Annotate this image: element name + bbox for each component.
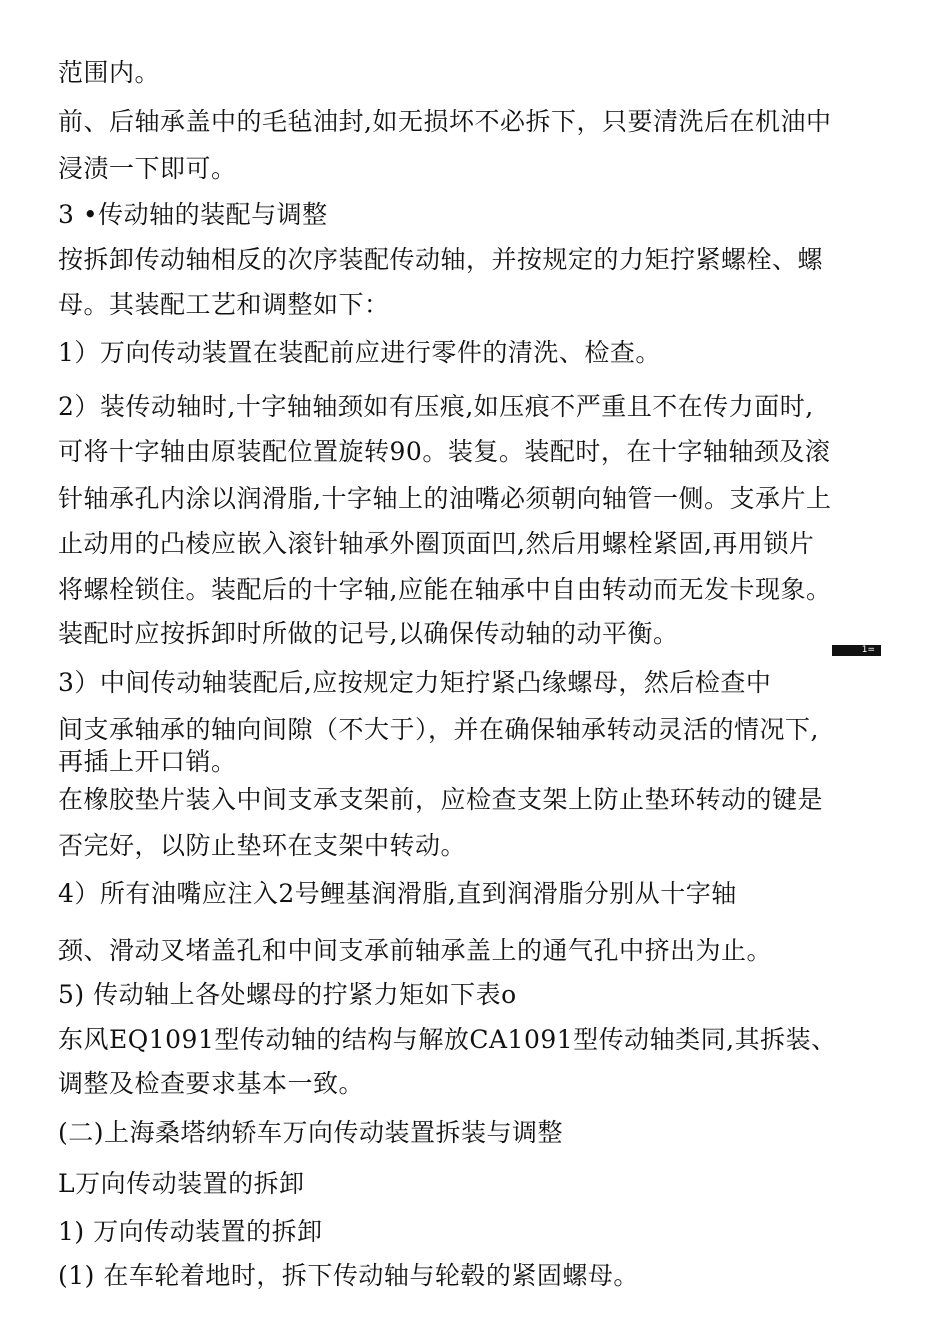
text-line: 针轴承孔内涂以润滑脂,十字轴上的油嘴必须朝向轴管一侧。支承片上 — [58, 484, 832, 513]
text-line: 间支承轴承的轴向间隙（不大于），并在确保轴承转动灵活的情况下, — [58, 715, 819, 744]
text-line: 否完好，以防止垫环在支架中转动。 — [58, 831, 467, 860]
list-item: 1) 万向传动装置的拆卸 — [58, 1217, 323, 1246]
text-line: 浸渍一下即可。 — [58, 154, 237, 183]
text-line: 将螺栓锁住。装配后的十字轴,应能在轴承中自由转动而无发卡现象。 — [58, 575, 832, 604]
text-line: 在橡胶垫片装入中间支承支架前，应检查支架上防止垫环转动的键是 — [58, 785, 824, 814]
list-item: (1) 在车轮着地时，拆下传动轴与轮毂的紧固螺母。 — [58, 1261, 639, 1290]
text-line: 装配时应按拆卸时所做的记号,以确保传动轴的动平衡。 — [58, 619, 679, 648]
list-item: 5) 传动轴上各处螺母的拧紧力矩如下表o — [58, 980, 517, 1009]
section-heading: L万向传动装置的拆卸 — [58, 1169, 305, 1198]
text-line: 范围内。 — [58, 58, 161, 87]
list-item: 1）万向传动装置在装配前应进行零件的清洗、检查。 — [58, 338, 661, 367]
text-line: 止动用的凸棱应嵌入滚针轴承外圈顶面凹,然后用螺栓紧固,再用锁片 — [58, 529, 815, 558]
text-line: 母。其装配工艺和调整如下： — [58, 290, 390, 319]
text-line: 再插上开口销。 — [58, 747, 237, 776]
text-line: 可将十字轴由原装配位置旋转90。装复。装配时，在十字轴轴颈及滚 — [58, 437, 831, 466]
section-heading: (二)上海桑塔纳轿车万向传动装置拆装与调整 — [58, 1118, 564, 1147]
section-heading: 3 •传动轴的装配与调整 — [58, 200, 328, 229]
list-item: 4）所有油嘴应注入2号鲤基润滑脂,直到润滑脂分别从十字轴 — [58, 879, 737, 908]
list-item: 3）中间传动轴装配后,应按规定力矩拧紧凸缘螺母，然后检查中 — [58, 668, 772, 697]
table-marker: 1= — [832, 645, 881, 656]
text-line: 颈、滑动叉堵盖孔和中间支承前轴承盖上的通气孔中挤出为止。 — [58, 936, 773, 965]
text-line: 按拆卸传动轴相反的次序装配传动轴，并按规定的力矩拧紧螺栓、螺 — [58, 245, 824, 274]
text-line: 前、后轴承盖中的毛毡油封,如无损坏不必拆下，只要清洗后在机油中 — [58, 107, 832, 136]
text-line: 调整及检查要求基本一致。 — [58, 1069, 365, 1098]
list-item: 2）装传动轴时,十字轴轴颈如有压痕,如压痕不严重且不在传力面时, — [58, 392, 814, 421]
text-line: 东风EQ1091型传动轴的结构与解放CA1091型传动轴类同,其拆装、 — [58, 1025, 837, 1054]
